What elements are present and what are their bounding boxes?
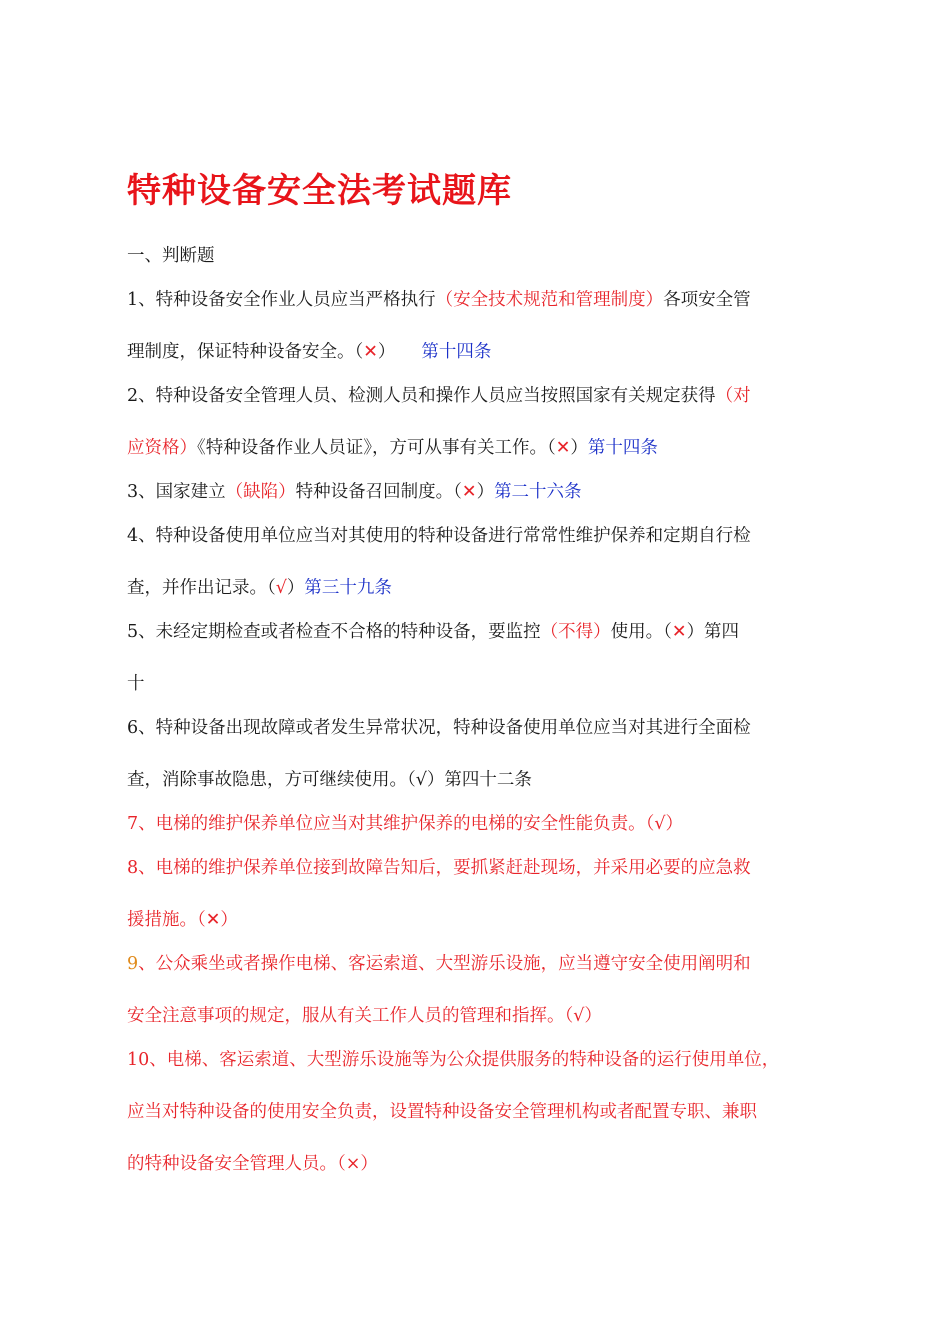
question-10-line-2: 应当对特种设备的使用安全负责，设置特种设备安全管理机构或者配置专职、兼职 xyxy=(127,1102,757,1122)
q5-answer: （不得） xyxy=(540,622,611,642)
question-9-line-1 xyxy=(127,952,751,976)
question-1-line-1 xyxy=(127,288,751,312)
question-1-line-2 xyxy=(127,340,491,364)
q3-paren: ） xyxy=(476,482,495,502)
question-8-line-1: 8、电梯的维护保养单位接到故障告知后，要抓紧赶赴现场，并采用必要的应急救 xyxy=(127,858,751,878)
q1-text-end: 理制度，保证特种设备安全。（ xyxy=(127,342,364,362)
question-2-line-1 xyxy=(127,384,751,408)
q1-mark: ✕ xyxy=(363,342,378,362)
question-6-line-2 xyxy=(127,768,532,792)
section-heading: 一、判断题 xyxy=(127,246,215,266)
q6-mark: √ xyxy=(415,770,427,790)
q5-reference-end: 十 xyxy=(127,674,145,694)
question-3 xyxy=(127,480,582,504)
q3-text-cont: 特种设备召回制度。（ xyxy=(295,482,462,502)
q2-text: 2、特种设备安全管理人员、检测人员和操作人员应当按照国家有关规定获得 xyxy=(127,386,716,406)
q4-mark: √ xyxy=(275,578,287,598)
q1-answer: （安全技术规范和管理制度） xyxy=(435,290,664,310)
q2-reference: 第十四条 xyxy=(587,438,658,458)
q9-text: 、公众乘坐或者操作电梯、客运索道、大型游乐设施，应当遵守安全使用阐明和 xyxy=(138,954,751,974)
q1-paren: ） xyxy=(377,342,396,362)
q3-text: 3、国家建立 xyxy=(127,482,226,502)
question-10-line-3: 的特种设备安全管理人员。（×） xyxy=(127,1154,378,1174)
q5-mark: ✕ xyxy=(671,622,687,642)
q2-text-cont: 《特种设备作业人员证》，方可从事有关工作。（ xyxy=(197,438,556,458)
question-2-line-2 xyxy=(127,436,658,460)
q4-text: 4、特种设备使用单位应当对其使用的特种设备进行常常性维护保养和定期自行检 xyxy=(127,526,751,546)
q6-text-end: 查，消除事故隐患，方可继续使用。（ xyxy=(127,770,416,790)
question-6-line-1 xyxy=(127,716,751,740)
question-5-line-1 xyxy=(127,620,739,644)
q4-paren: ） xyxy=(286,578,305,598)
q1-text: 1、特种设备安全作业人员应当严格执行 xyxy=(127,290,436,310)
q5-text-cont: 使用。（ xyxy=(610,622,672,642)
q9-number: 9 xyxy=(127,954,139,974)
q4-text-end: 查，并作出记录。（ xyxy=(127,578,276,598)
question-8-line-2: 援措施。（✕） xyxy=(127,910,238,930)
question-10-line-1: 10、电梯、客运索道、大型游乐设施等为公众提供服务的特种设备的运行使用单位， xyxy=(127,1050,780,1070)
question-7: 7、电梯的维护保养单位应当对其维护保养的电梯的安全性能负责。（√） xyxy=(127,814,684,834)
q2-paren: ） xyxy=(570,438,588,458)
q2-mark: ✕ xyxy=(555,438,571,458)
q1-reference: 第十四条 xyxy=(421,342,492,362)
q1-text-cont: 各项安全管 xyxy=(663,290,751,310)
q5-text: 5、未经定期检查或者检查不合格的特种设备，要监控 xyxy=(127,622,541,642)
question-4-line-2 xyxy=(127,576,392,600)
page-title: 特种设备安全法考试题库 xyxy=(127,171,512,211)
q6-text: 6、特种设备出现故障或者发生异常状况，特种设备使用单位应当对其进行全面检 xyxy=(127,718,751,738)
q4-reference: 第三十九条 xyxy=(304,578,392,598)
q3-reference: 第二十六条 xyxy=(494,482,582,502)
q2-answer-end: 应资格） xyxy=(127,438,197,458)
q5-reference-start: ）第四 xyxy=(686,622,740,642)
q2-answer-start: （对 xyxy=(715,386,751,406)
question-5-line-2 xyxy=(127,672,145,696)
question-9-line-2: 安全注意事项的规定，服从有关工作人员的管理和指挥。（√） xyxy=(127,1006,602,1026)
q3-mark: ✕ xyxy=(461,482,477,502)
q6-reference: ）第四十二条 xyxy=(426,770,532,790)
q3-answer: （缺陷） xyxy=(225,482,296,502)
question-4-line-1 xyxy=(127,524,751,548)
